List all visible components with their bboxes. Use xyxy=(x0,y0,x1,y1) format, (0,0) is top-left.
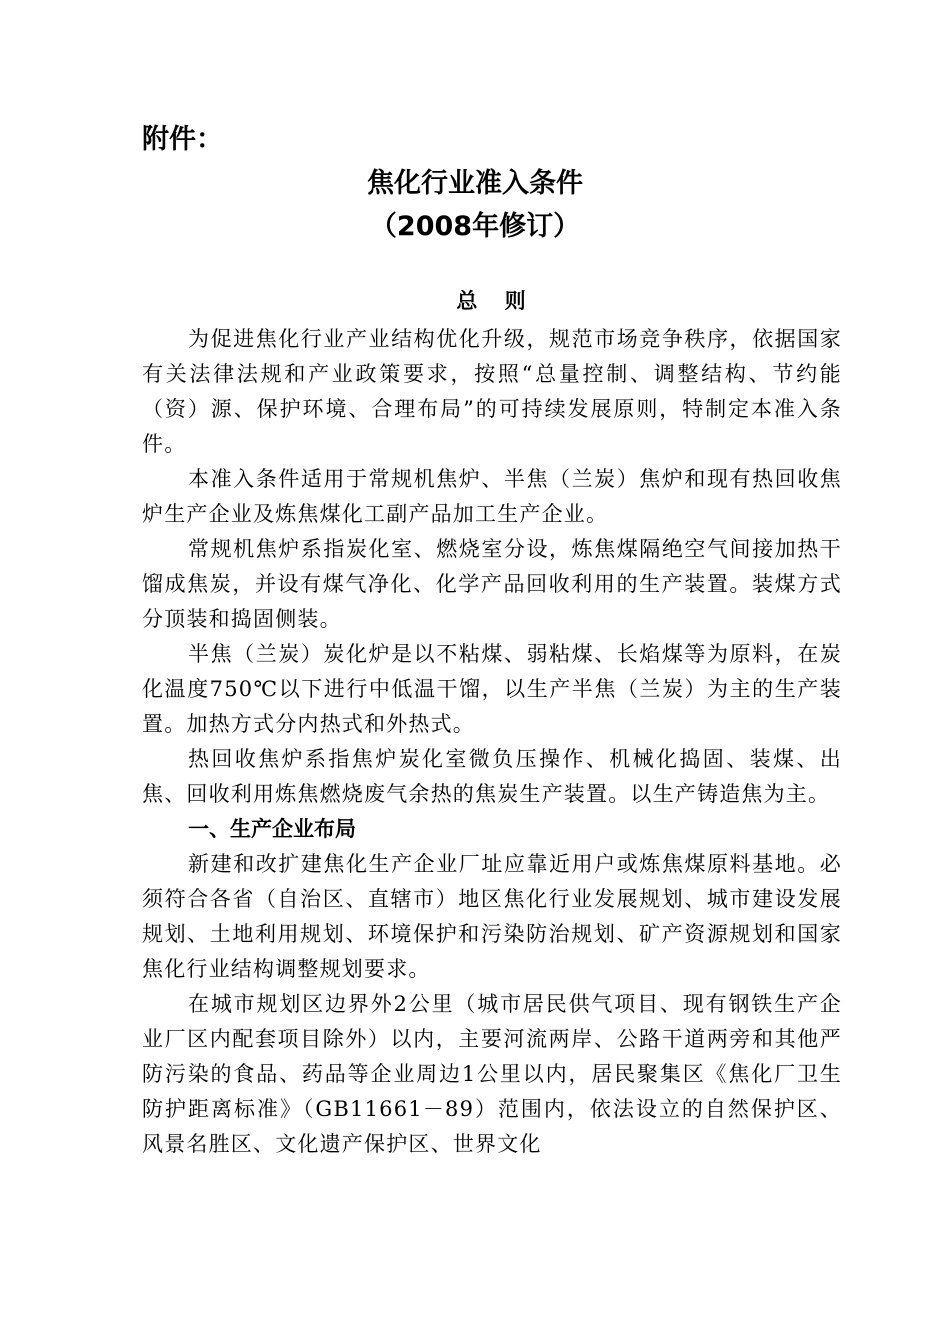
general-paragraph-2: 本准入条件适用于常规机焦炉、半焦（兰炭）焦炉和现有热回收焦炉生产企业及炼焦煤化工副产品加工生产企业。 xyxy=(142,467,842,526)
attachment-label: 附件： xyxy=(142,124,223,155)
section1-paragraph-1: 新建和改扩建焦化生产企业厂址应靠近用户或炼焦煤原料基地。必须符合各省（自治区、直辖市）地区焦化行业发展规划、城市建设发展规划、土地利用规划、环境保护和污染防治规划、矿产资源规划和国家焦化行业结构调整规划要求。 xyxy=(142,852,842,981)
section1-paragraph-2: 在城市规划区边界外2公里（城市居民供气项目、现有钢铁生产企业厂区内配套项目除外）以内，主要河流两岸、公路干道两旁和其他严防污染的食品、药品等企业周边1公里以内，居民聚集区《焦化厂卫生防护距离标准》（GB11661－89）范围内，依法设立的自然保护区、风景名胜区、文化遗产保护区、世界文化 xyxy=(142,992,842,1156)
document-title: 焦化行业准入条件 xyxy=(367,168,583,199)
general-paragraph-4: 半焦（兰炭）炭化炉是以不粘煤、弱粘煤、长焰煤等为原料，在炭化温度750℃以下进行中低温干馏，以生产半焦（兰炭）为主的生产装置。加热方式分内热式和外热式。 xyxy=(142,642,842,736)
general-paragraph-1: 为促进焦化行业产业结构优化升级，规范市场竞争秩序，依据国家有关法律法规和产业政策要求，按照“总量控制、调整结构、节约能（资）源、保护环境、合理布局”的可持续发展原则，特制定本准入条件。 xyxy=(142,327,842,456)
section1-heading: 一、生产企业布局 xyxy=(188,817,356,841)
general-paragraph-3: 常规机焦炉系指炭化室、燃烧室分设，炼焦煤隔绝空气间接加热干馏成焦炭，并设有煤气净化、化学产品回收利用的生产装置。装煤方式分顶装和捣固侧装。 xyxy=(142,537,842,631)
document-body xyxy=(142,280,842,1162)
document-subtitle: （2008年修订） xyxy=(369,211,581,242)
general-paragraph-5: 热回收焦炉系指焦炉炭化室微负压操作、机械化捣固、装煤、出焦、回收利用炼焦燃烧废气余热的焦炭生产装置。以生产铸造焦为主。 xyxy=(142,747,842,806)
general-heading: 总 则 xyxy=(456,289,536,313)
